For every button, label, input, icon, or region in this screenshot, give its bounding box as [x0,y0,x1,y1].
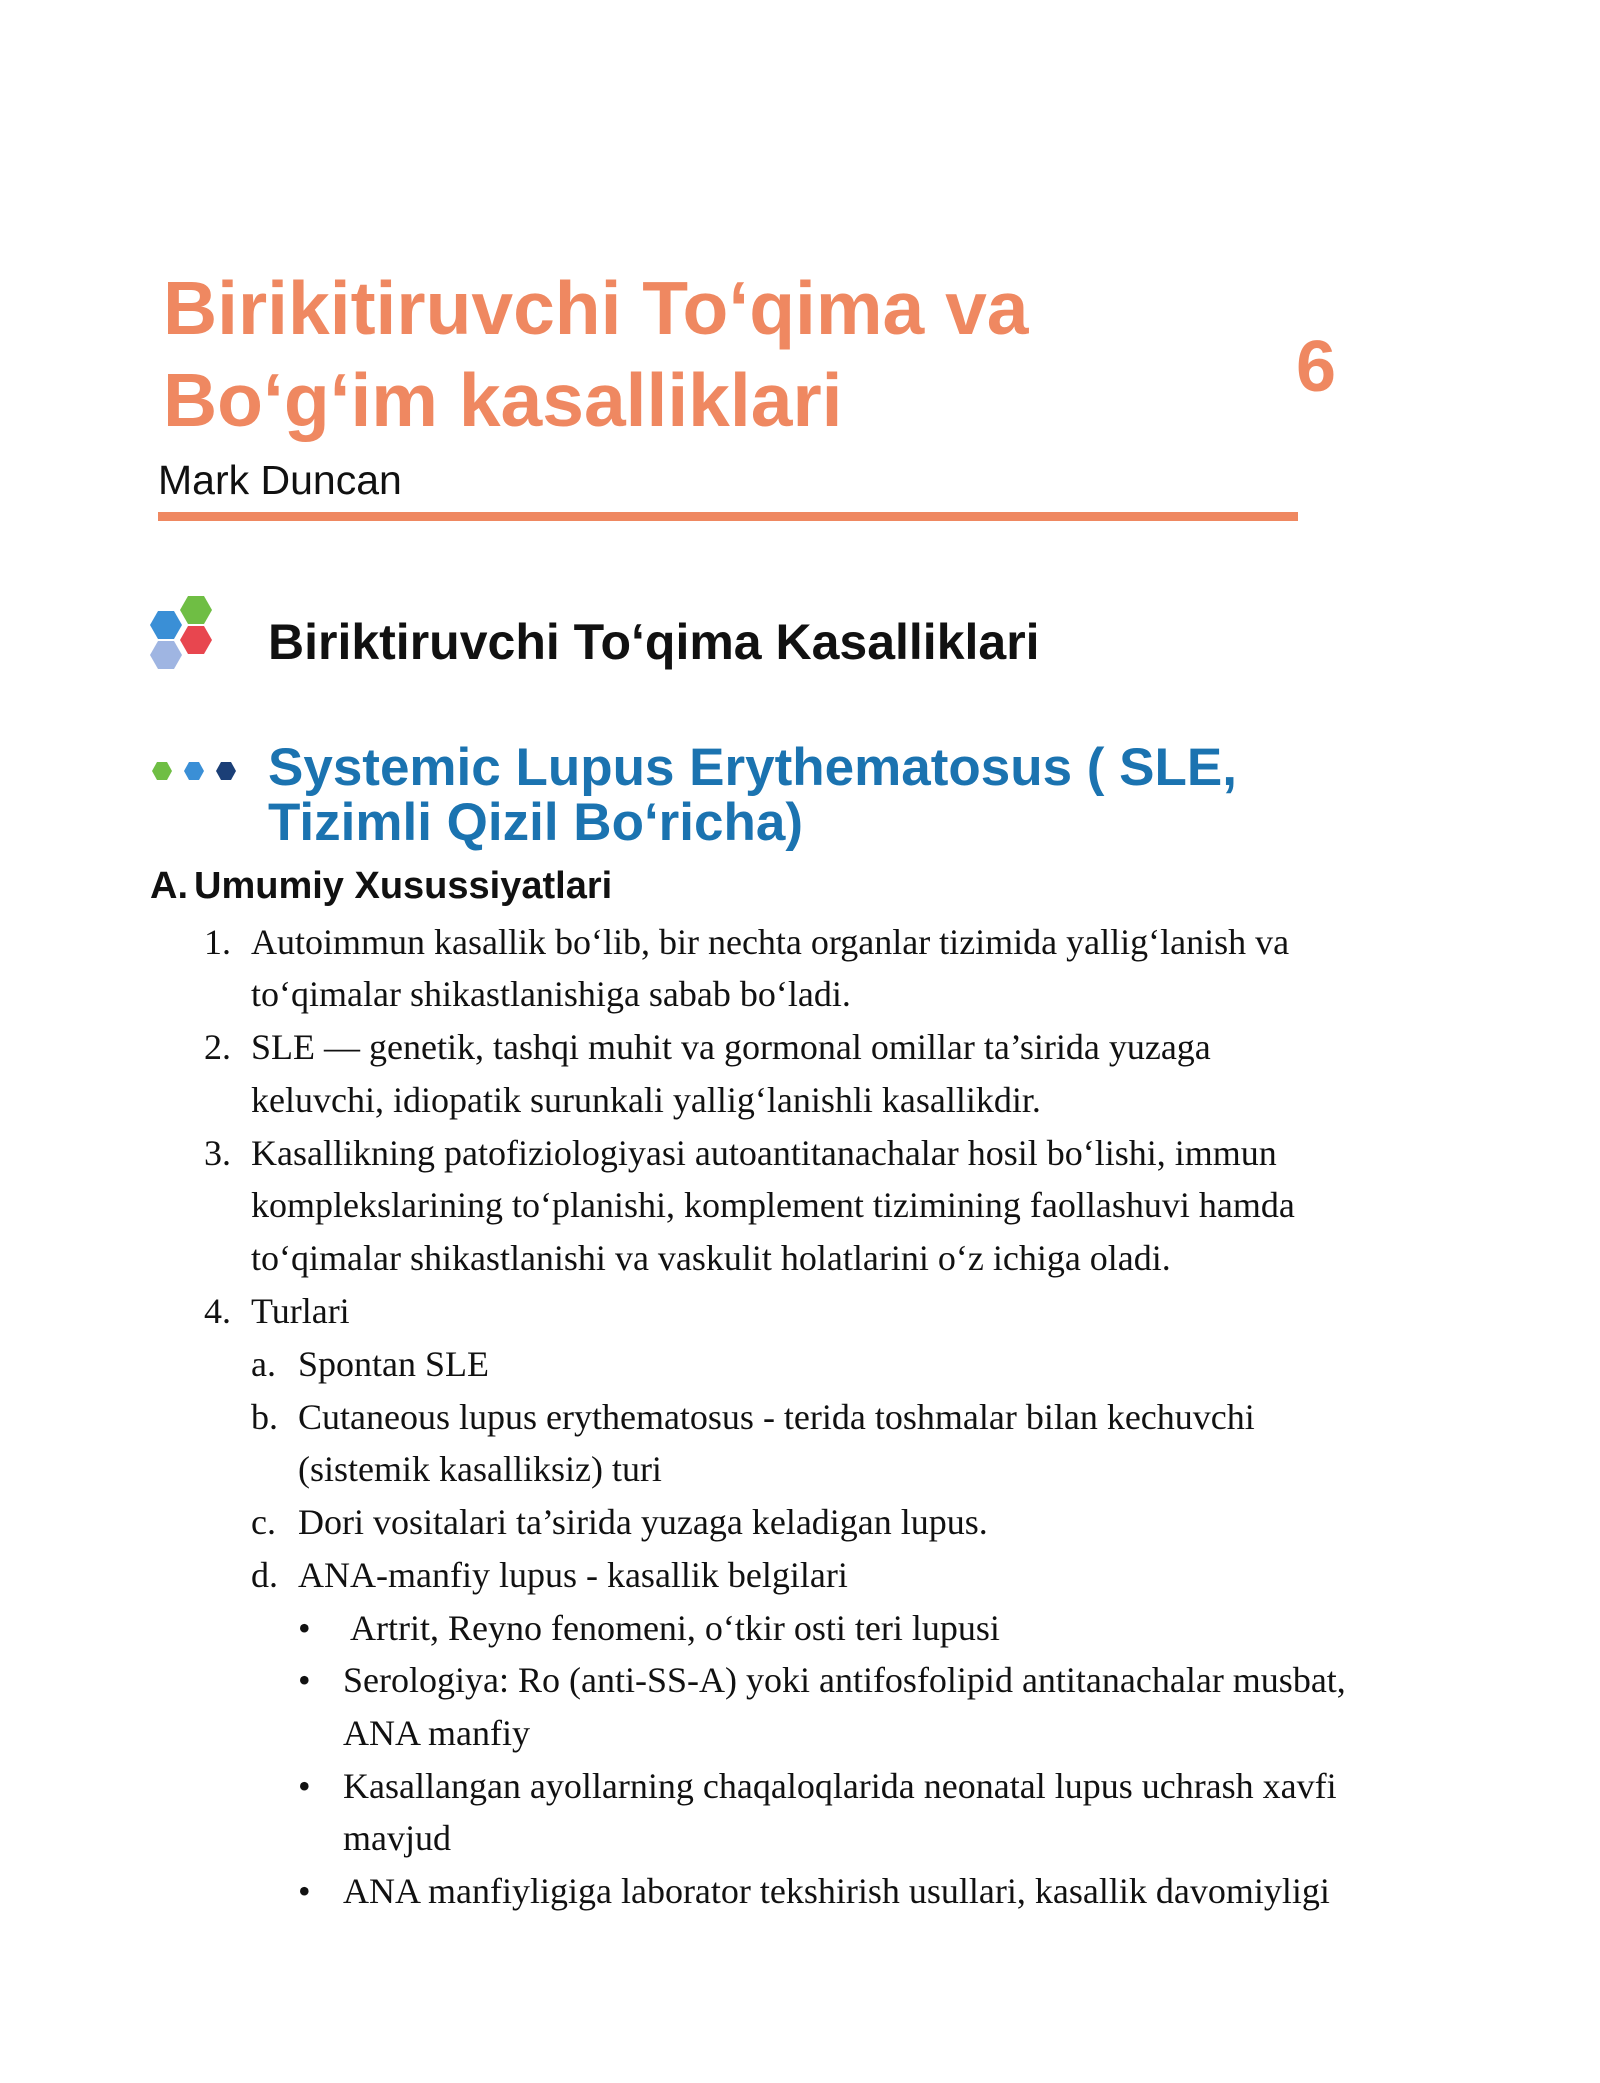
bullet-item-line: ANA manfiy [343,1713,530,1753]
bullet-item-line: ANA manfiyligiga laborator tekshirish usullari, kasallik davomiyligi [343,1871,1330,1911]
three-hexagon-dots-icon [150,758,246,784]
list-item-line: SLE — genetik, tashqi muhit va gormonal omillar ta’sirida yuzaga [251,1027,1211,1067]
sublist-marker: c. [251,1502,276,1542]
list-item-line: Turlari [251,1291,350,1331]
section-title: Biriktiruvchi To‘qima Kasalliklari [268,614,1040,670]
hexagon-red [180,626,212,654]
sublist-marker: a. [251,1344,276,1384]
bullet-item-line: Serologiya: Ro (anti-SS-A) yoki antifosfolipid antitanachalar musbat, [343,1660,1346,1700]
sublist-item-line: Dori vositalari ta’sirida yuzaga keladigan lupus. [298,1502,988,1542]
bullet-marker: • [298,1766,311,1806]
dot-green [152,762,172,780]
hexagon-green [180,596,212,624]
title-divider [158,512,1298,521]
chapter-title [163,262,1163,446]
list-marker: 3. [204,1133,231,1173]
hexagon-blue [150,611,182,639]
subsection-title [268,740,1237,850]
sublist-marker: d. [251,1555,278,1595]
hexagon-light-blue [150,641,182,669]
bullet-marker: • [298,1608,311,1648]
subheading [150,862,612,910]
bullet-marker: • [298,1871,311,1911]
sublist-marker: b. [251,1397,278,1437]
sublist-item-line: ANA-manfiy lupus - kasallik belgilari [298,1555,848,1595]
list-item-line: to‘qimalar shikastlanishi va vaskulit holatlarini o‘z ichiga oladi. [251,1238,1171,1278]
list-marker: 1. [204,922,231,962]
bullet-item-line: Kasallangan ayollarning chaqaloqlarida neonatal lupus uchrash xavfi [343,1766,1337,1806]
subsection-title-line: Tizimli Qizil Bo‘richa) [268,793,803,852]
chapter-author: Mark Duncan [158,457,402,503]
subheading-text: Umumiy Xusussiyatlari [194,865,613,907]
subheading-marker: A. [150,865,188,907]
sublist-item-line: (sistemik kasalliksiz) turi [298,1449,662,1489]
list-item-line: komplekslarining to‘planishi, komplement tizimining faollashuvi hamda [251,1185,1295,1225]
dot-blue [184,762,204,780]
list-item-line: keluvchi, idiopatik surunkali yallig‘lanishli kasallikdir. [251,1080,1041,1120]
bullet-item-line: Artrit, Reyno fenomeni, o‘tkir osti teri lupusi [343,1608,1000,1648]
bullet-marker: • [298,1660,311,1700]
chapter-title-line: Birikitiruvchi To‘qima va [163,266,1029,350]
chapter-title-line: Bo‘g‘im kasalliklari [163,358,843,442]
sublist-item-line: Cutaneous lupus erythematosus - terida toshmalar bilan kechuvchi [298,1397,1255,1437]
dot-navy [216,762,236,780]
sublist-item-line: Spontan SLE [298,1344,490,1384]
hexagon-cluster-icon [148,594,224,686]
subsection-title-line: Systemic Lupus Erythematosus ( SLE, [268,738,1237,797]
list-item-line: to‘qimalar shikastlanishiga sabab bo‘ladi. [251,974,851,1014]
bullet-item-line: mavjud [343,1818,451,1858]
list-item-line: Kasallikning patofiziologiyasi autoantitanachalar hosil bo‘lishi, immun [251,1133,1277,1173]
list-marker: 2. [204,1027,231,1067]
chapter-number: 6 [1296,327,1337,407]
list-marker: 4. [204,1291,231,1331]
list-item-line: Autoimmun kasallik bo‘lib, bir nechta organlar tizimida yallig‘lanish va [251,922,1290,962]
